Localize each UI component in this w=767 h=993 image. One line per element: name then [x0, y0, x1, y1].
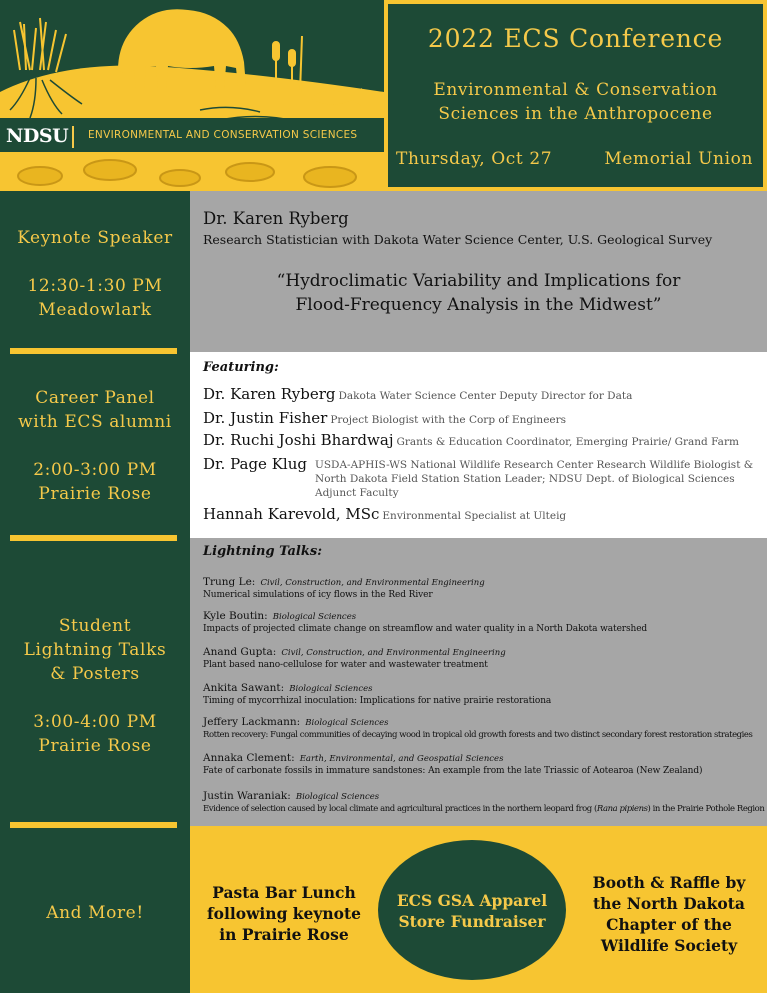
career-room: Prairie Rose	[38, 484, 152, 504]
title-inner	[388, 4, 763, 187]
talk-title-part: ) in the Prairie Pothole Region	[647, 804, 765, 814]
lunch-line: following keynote	[206, 904, 362, 923]
presenter-name: Justin Waraniak:	[203, 790, 291, 802]
booth-line: Chapter of the	[606, 915, 732, 934]
keynote-label: Keynote Speaker	[17, 228, 173, 248]
talk-title: Numerical simulations of icy flows in the Red River	[203, 590, 433, 600]
extras-section	[190, 826, 767, 993]
career-label-2: with ECS alumni	[18, 412, 172, 432]
talk-title	[203, 803, 763, 815]
panelist-role-line: North Dakota Field Station Station Leader; NDSU Dept. of Biological Sciences	[315, 473, 735, 485]
panelist-role: Environmental Specialist at Ulteig	[382, 510, 567, 522]
lunch-line: Pasta Bar Lunch	[212, 883, 356, 902]
panelist-role-line: Adjunct Faculty	[315, 487, 399, 499]
panelist-role: Project Biologist with the Corp of Engineers	[330, 414, 567, 426]
sidebar-divider	[10, 348, 177, 354]
panelist-role: Grants & Education Coordinator, Emerging Prairie/ Grand Farm	[396, 436, 739, 448]
lightning-talk	[203, 604, 763, 635]
panelist-role-line: USDA-APHIS-WS National Wildlife Research Center Research Wildlife Biologist &	[315, 459, 754, 471]
presenter-dept: Biological Sciences	[289, 684, 373, 694]
apparel-info	[378, 890, 566, 932]
presenter-dept: Biological Sciences	[272, 612, 357, 622]
talk-line-1: “Hydroclimatic Variability and Implications for	[276, 271, 681, 291]
panelist	[203, 384, 632, 403]
panelist	[203, 408, 566, 427]
lunch-line: in Prairie Rose	[219, 925, 349, 944]
keynote-time: 12:30-1:30 PM	[27, 276, 163, 296]
booth-info	[574, 872, 764, 956]
subtitle-line-1: Environmental & Conservation	[433, 80, 718, 100]
conference-title: 2022 ECS Conference	[427, 24, 724, 53]
more-label: And More!	[46, 903, 144, 923]
lightning-talk	[203, 570, 763, 601]
panelist-name: Hannah Karevold, MSc	[203, 505, 380, 523]
booth-line: the North Dakota	[593, 894, 745, 913]
student-time: 3:00-4:00 PM	[33, 712, 157, 732]
lightning-talk	[203, 640, 763, 671]
conference-subtitle	[388, 78, 763, 126]
panelist-role: Dakota Water Science Center Deputy Director for Data	[338, 390, 633, 402]
keynote-speaker-name: Dr. Karen Ryberg	[203, 209, 349, 228]
student-room: Prairie Rose	[38, 736, 152, 756]
presenter-name: Annaka Clement:	[203, 752, 295, 764]
subtitle-line-2: Sciences in the Anthropocene	[438, 104, 713, 124]
lightning-talk	[203, 784, 763, 815]
lightning-talk	[203, 746, 763, 777]
talk-title: Fate of carbonate fossils in immature sandstones: An example from the late Triassic of Aotearoa (New Zealand)	[203, 766, 703, 776]
logo-divider	[72, 126, 74, 148]
career-time: 2:00-3:00 PM	[33, 460, 157, 480]
title-box	[384, 0, 767, 191]
panelist	[203, 504, 566, 523]
career-panel-section	[190, 352, 767, 538]
talk-title: Timing of mycorrhizal inoculation: Implications for native prairie restorationa	[203, 696, 552, 706]
booth-line: Booth & Raffle by	[592, 873, 746, 892]
apparel-line: ECS GSA Apparel	[396, 891, 548, 910]
talk-title-part: Evidence of selection caused by local climate and agricultural practices in the northern leopard frog (	[203, 804, 597, 814]
panelist-name: Dr. Karen Ryberg	[203, 385, 336, 403]
student-label-3: & Posters	[50, 664, 140, 684]
student-label-2: Lightning Talks	[23, 640, 167, 660]
sidebar-divider	[10, 535, 177, 541]
career-label-1: Career Panel	[35, 388, 155, 408]
sidebar-divider	[10, 822, 177, 828]
presenter-name: Kyle Boutin:	[203, 610, 268, 622]
talk-title: Rotten recovery: Fungal communities of decaying wood in tropical old growth forests and two distinct secondary forest restoration strategies	[203, 730, 753, 740]
panelist-role	[315, 458, 753, 500]
panelist-name: Dr. Justin Fisher	[203, 409, 328, 427]
talk-line-2: Flood-Frequency Analysis in the Midwest”	[295, 295, 662, 315]
program-name: ENVIRONMENTAL AND CONSERVATION SCIENCES	[88, 129, 358, 141]
lightning-heading: Lightning Talks:	[203, 544, 322, 559]
keynote-speaker-title: Research Statistician with Dakota Water Science Center, U.S. Geological Survey	[203, 232, 713, 247]
conference-date: Thursday, Oct 27	[396, 149, 553, 169]
panelist-name: Dr. Ruchi Joshi Bhardwaj	[203, 431, 394, 449]
presenter-name: Ankita Sawant:	[203, 682, 285, 694]
prairie-bison-illustration	[0, 0, 384, 191]
keynote-section	[190, 191, 767, 352]
booth-line: Wildlife Society	[600, 936, 738, 955]
panelist-name: Dr. Page Klug	[203, 455, 307, 473]
talk-title: Plant based nano-cellulose for water and wastewater treatment	[203, 660, 488, 670]
keynote-talk-title	[190, 269, 767, 317]
student-label-1: Student	[58, 616, 132, 636]
lunch-info	[198, 882, 370, 945]
panelist	[203, 454, 307, 473]
talk-title: Impacts of projected climate change on streamflow and water quality in a North Dakota watershed	[203, 624, 648, 634]
species-name: Rana pipiens	[596, 804, 648, 814]
lightning-talks-section	[190, 538, 767, 826]
apparel-line: Store Fundraiser	[398, 912, 546, 931]
featuring-heading: Featuring:	[203, 360, 279, 375]
panelist	[203, 430, 739, 449]
keynote-room: Meadowlark	[38, 300, 152, 320]
lightning-talk	[203, 676, 763, 707]
presenter-name: Trung Le:	[203, 576, 256, 588]
presenter-name: Anand Gupta:	[203, 646, 277, 658]
ndsu-logo: NDSU	[6, 125, 69, 147]
presenter-dept: Civil, Construction, and Environmental Engineering	[260, 578, 485, 588]
presenter-dept: Civil, Construction, and Environmental Engineering	[281, 648, 506, 658]
presenter-dept: Biological Sciences	[295, 792, 380, 802]
lightning-talk	[203, 710, 763, 741]
conference-venue: Memorial Union	[604, 149, 753, 169]
presenter-dept: Biological Sciences	[305, 718, 389, 728]
presenter-dept: Earth, Environmental, and Geospatial Sciences	[299, 754, 504, 764]
header-illustration	[0, 0, 384, 191]
presenter-name: Jeffery Lackmann:	[203, 716, 301, 728]
